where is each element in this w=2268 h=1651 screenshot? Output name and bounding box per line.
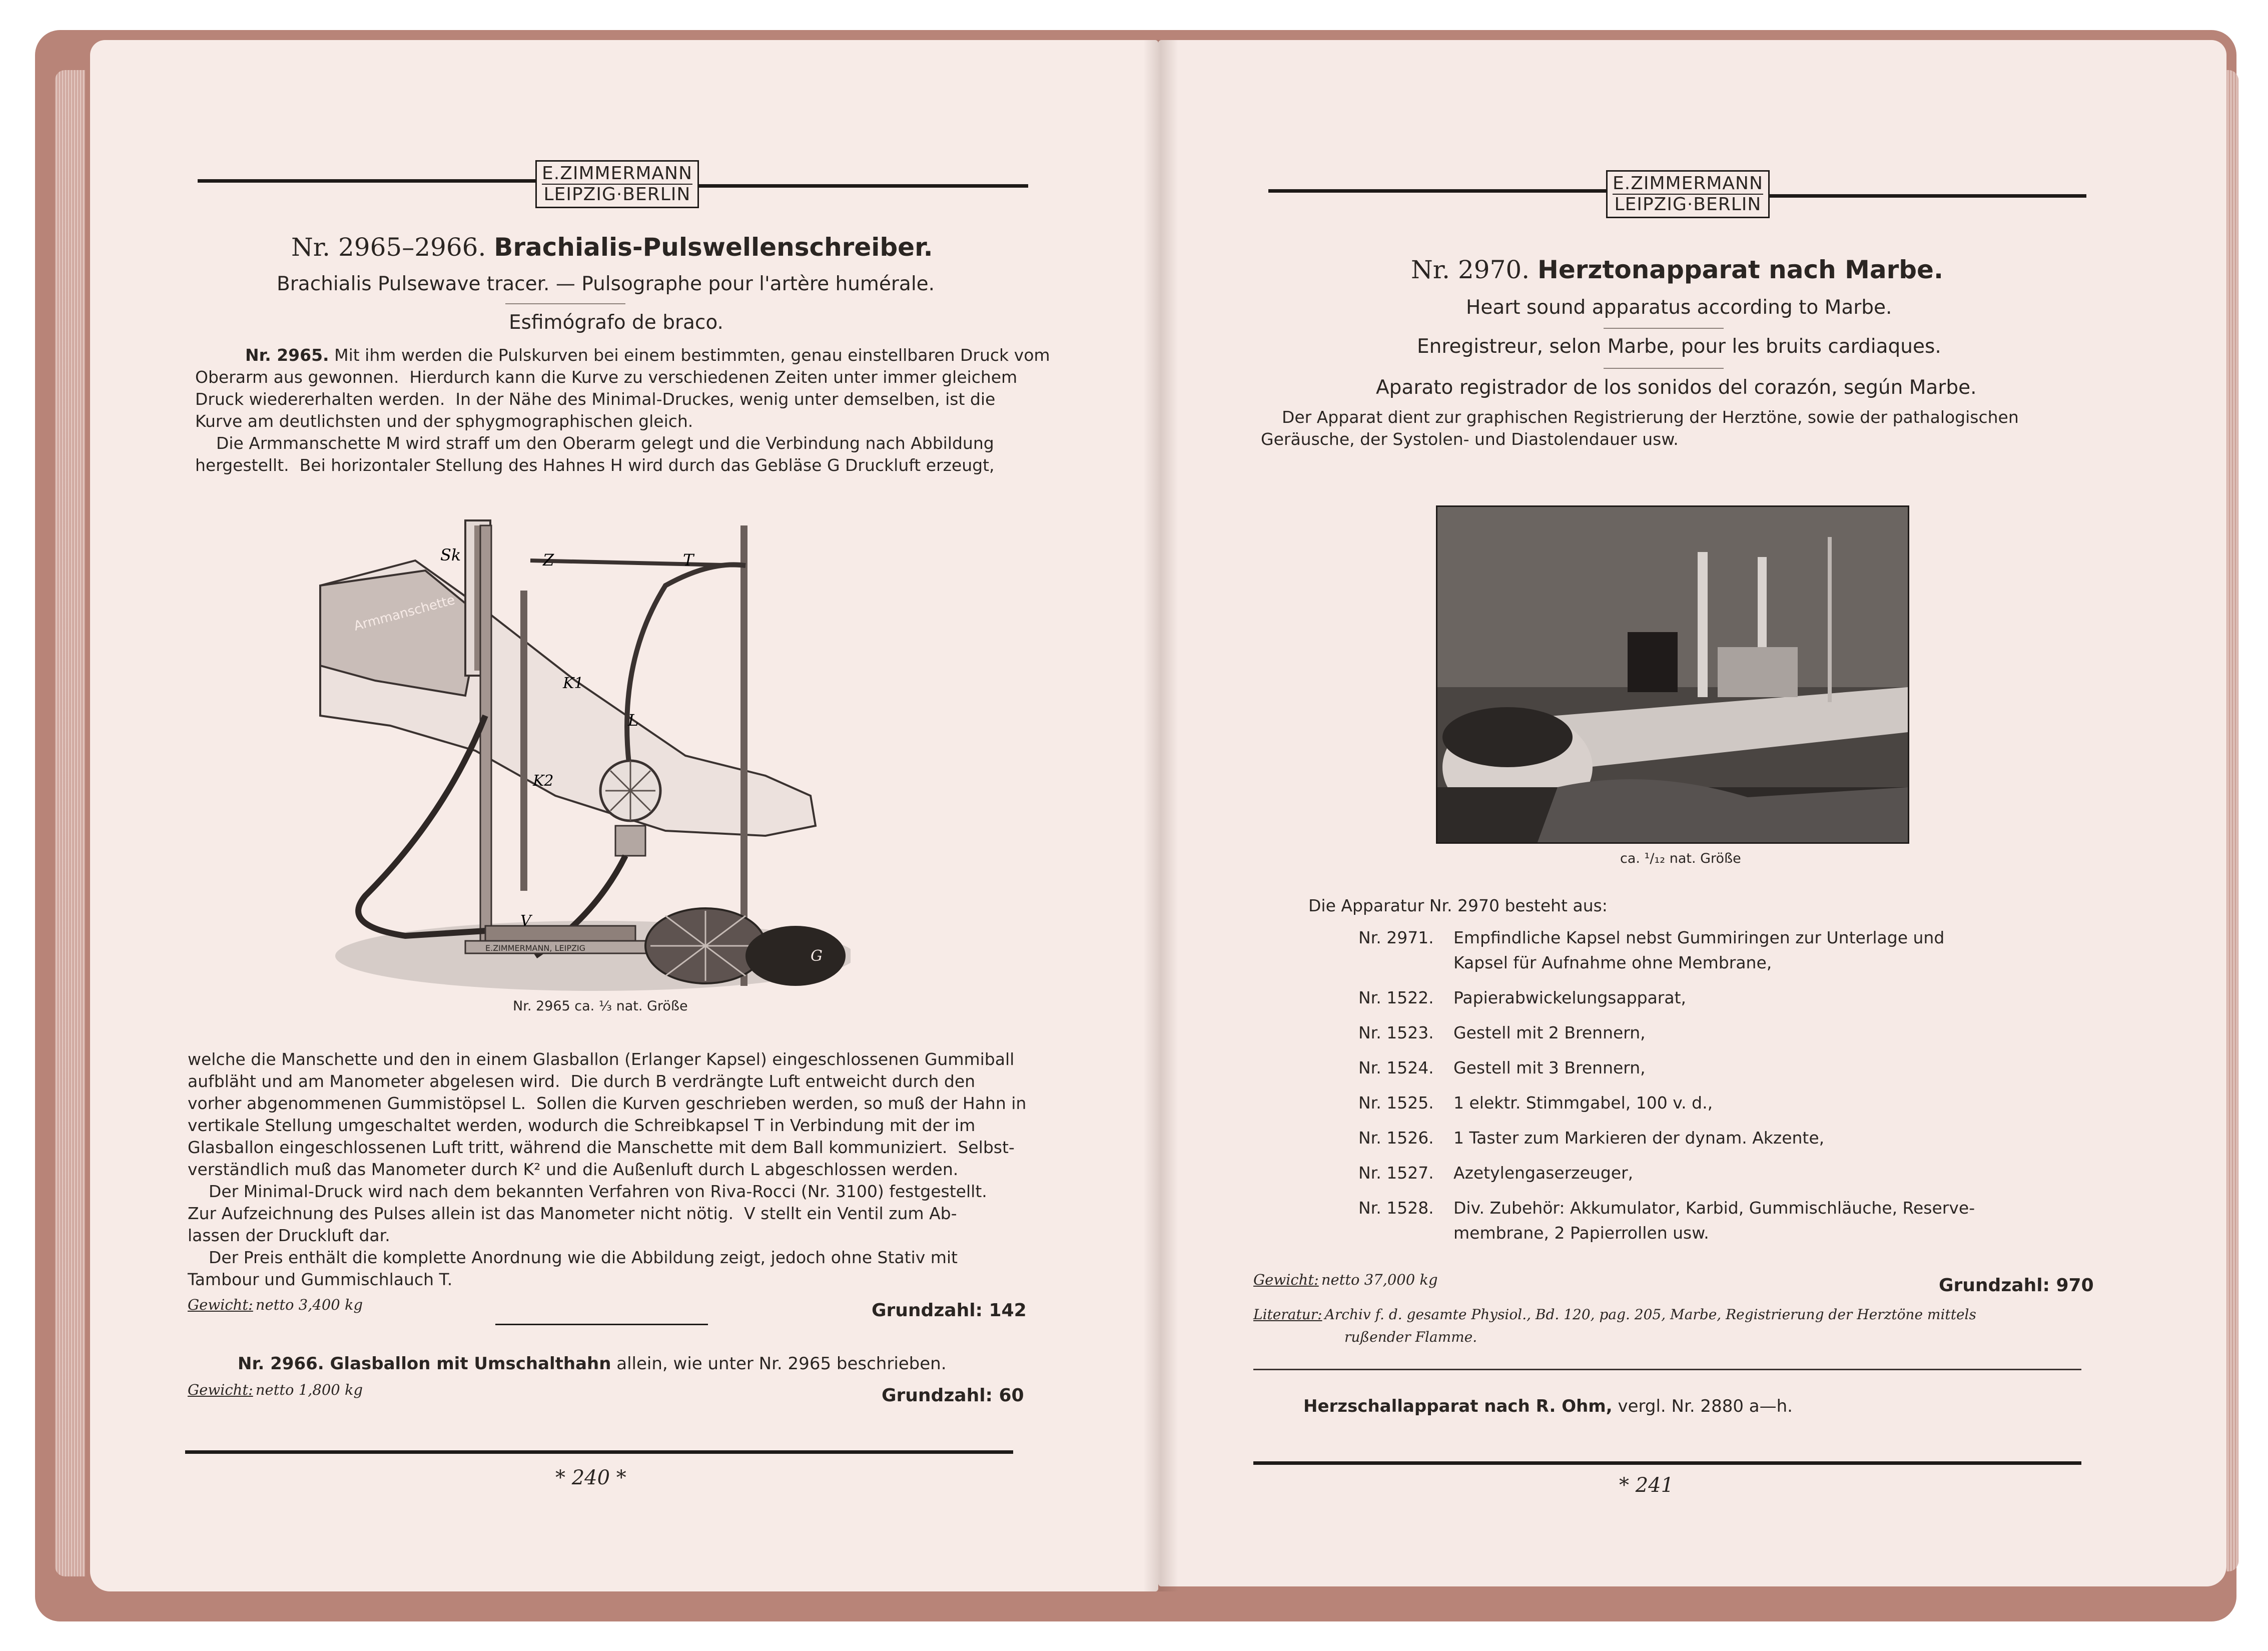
left-intro-line bbox=[195, 366, 1050, 388]
figure-caption-left: Nr. 2965 ca. ⅓ nat. Größe bbox=[513, 998, 688, 1014]
component-number: Nr. 1523. bbox=[1358, 1023, 1434, 1042]
right-intro-line: Geräusche, der Systolen- und Diastolendauer usw. bbox=[1261, 429, 1679, 449]
page-number-right: * 241 bbox=[1619, 1474, 1674, 1497]
label-l: L bbox=[628, 711, 639, 730]
page-edges-left bbox=[55, 70, 85, 1576]
logo-line1-right: E.ZIMMERMANN bbox=[1613, 173, 1763, 194]
weight-line-2965 bbox=[188, 1296, 363, 1313]
footer-rule-right bbox=[1253, 1461, 2081, 1465]
see-also-ref: vergl. Nr. 2880 a—h. bbox=[1612, 1396, 1793, 1416]
left-cont-line: Glasballon eingeschlossenen Luft tritt, während die Manschette mit dem Ball kommuniziert. Selbst- bbox=[188, 1138, 1015, 1157]
right-section-rule bbox=[1253, 1369, 2081, 1370]
weight-value-2: netto 1,800 kg bbox=[255, 1381, 363, 1398]
page-edges-right bbox=[2226, 70, 2238, 1571]
component-number: Nr. 1524. bbox=[1358, 1058, 1434, 1077]
photo-caption: ca. ¹/₁₂ nat. Größe bbox=[1620, 851, 1741, 866]
label-m: M bbox=[385, 765, 401, 782]
stand-label: E.ZIMMERMANN, LEIPZIG bbox=[485, 943, 586, 953]
component-number: Nr. 1528. bbox=[1358, 1198, 1434, 1218]
weight-label: Gewicht: bbox=[188, 1296, 253, 1313]
see-also-title: Herzschallapparat nach R. Ohm, bbox=[1303, 1396, 1613, 1416]
component-number: Nr. 2971. bbox=[1358, 928, 1434, 947]
left-continued-text bbox=[188, 1048, 1026, 1291]
pulse-writer-illustration bbox=[315, 515, 851, 996]
weight-line-2966 bbox=[188, 1381, 363, 1398]
component-description: Div. Zubehör: Akkumulator, Karbid, Gummischläuche, Reserve- bbox=[1453, 1198, 1975, 1218]
left-title-name: Brachialis-Pulswellenschreiber. bbox=[494, 233, 933, 262]
component-number: Nr. 1527. bbox=[1358, 1163, 1434, 1183]
component-description: Gestell mit 3 Brennern, bbox=[1453, 1058, 1646, 1077]
left-cont-line: aufbläht und am Manometer abgelesen wird. Die durch B verdrängte Luft entweicht durch den bbox=[188, 1071, 976, 1091]
right-title bbox=[1411, 255, 1943, 284]
weight-label-2970: Gewicht: bbox=[1253, 1271, 1319, 1288]
right-subtitle-en: Heart sound apparatus according to Marbe. bbox=[1466, 296, 1892, 319]
right-subtitle-fr: Enregistreur, selon Marbe, pour les bruits cardiaques. bbox=[1417, 335, 1941, 358]
component-number: Nr. 1525. bbox=[1358, 1093, 1434, 1113]
component-description: Empfindliche Kapsel nebst Gummiringen zur Unterlage und bbox=[1453, 928, 1945, 947]
left-cont-line: Der Minimal-Druck wird nach dem bekannten Verfahren von Riva-Rocci (Nr. 3100) festgestellt. bbox=[188, 1182, 987, 1201]
left-intro-line bbox=[195, 432, 1050, 454]
left-intro-line bbox=[195, 388, 1050, 410]
component-description-cont: membrane, 2 Papierrollen usw. bbox=[1453, 1223, 1709, 1243]
footer-rule-left bbox=[185, 1450, 1013, 1454]
grundzahl-2970: Grundzahl: 970 bbox=[1939, 1275, 2094, 1296]
logo-line2-right: LEIPZIG·BERLIN bbox=[1614, 194, 1762, 215]
consists-of-line: Die Apparatur Nr. 2970 besteht aus: bbox=[1308, 896, 1608, 915]
header-rule-left-a bbox=[198, 179, 538, 183]
left-cont-line: verständlich muß das Manometer durch K² und die Außenluft durch L abgeschlossen werden. bbox=[188, 1160, 959, 1179]
header-rule-right-b bbox=[1746, 194, 2086, 198]
item-2966-title: Nr. 2966. Glasballon mit Umschalthahn bbox=[238, 1354, 611, 1374]
item-2966 bbox=[238, 1354, 947, 1374]
header-rule-right-a bbox=[1268, 189, 1609, 193]
component-description: Azetylengaserzeuger, bbox=[1453, 1163, 1634, 1183]
left-cont-line: lassen der Druckluft dar. bbox=[188, 1226, 390, 1245]
logo-line2: LEIPZIG·BERLIN bbox=[543, 184, 691, 205]
left-subtitle-en-fr: Brachialis Pulsewave tracer. — Pulsographe pour l'artère humérale. bbox=[277, 273, 935, 295]
right-intro-text bbox=[1261, 406, 2019, 450]
component-number: Nr. 1522. bbox=[1358, 988, 1434, 1007]
cuff-label: Armmanschette bbox=[352, 593, 457, 634]
left-intro-text-span: Mit ihm werden die Pulskurven bei einem bestimmten, genau einstellbaren Druck vom bbox=[329, 345, 1050, 365]
left-cont-line: Tambour und Gummischlauch T. bbox=[188, 1270, 453, 1289]
zimmermann-logo-left bbox=[535, 160, 699, 208]
grundzahl-2965: Grundzahl: 142 bbox=[872, 1300, 1027, 1321]
zimmermann-logo-right bbox=[1606, 170, 1770, 218]
component-description: Gestell mit 2 Brennern, bbox=[1453, 1023, 1646, 1042]
label-k2: K2 bbox=[533, 772, 554, 790]
left-title-number: Nr. 2965–2966. bbox=[291, 233, 486, 262]
right-divider-2 bbox=[1604, 368, 1724, 369]
label-z: Z bbox=[543, 551, 554, 570]
left-intro-line bbox=[195, 344, 1050, 366]
literature-label: Literatur: bbox=[1253, 1306, 1322, 1323]
right-title-name: Herztonapparat nach Marbe. bbox=[1538, 255, 1943, 284]
right-title-number: Nr. 2970. bbox=[1411, 255, 1530, 284]
item-2966-desc: allein, wie unter Nr. 2965 beschrieben. bbox=[611, 1354, 947, 1374]
page-number-left: * 240 * bbox=[555, 1466, 626, 1489]
label-sk: Sk bbox=[440, 545, 461, 565]
left-cont-line: Der Preis enthält die komplette Anordnung wie die Abbildung zeigt, jedoch ohne Stativ mit bbox=[188, 1248, 958, 1267]
component-description: 1 Taster zum Markieren der dynam. Akzente, bbox=[1453, 1128, 1825, 1148]
weight-value-2970: netto 37,000 kg bbox=[1321, 1271, 1438, 1288]
left-intro-text bbox=[195, 344, 1050, 476]
header-rule-left-b bbox=[683, 184, 1028, 188]
label-h: H bbox=[558, 837, 571, 855]
component-description-cont: Kapsel für Aufnahme ohne Membrane, bbox=[1453, 953, 1772, 972]
label-t: T bbox=[683, 551, 694, 570]
component-description: 1 elektr. Stimmgabel, 100 v. d., bbox=[1453, 1093, 1713, 1113]
literature-ref-1: Archiv f. d. gesamte Physiol., Bd. 120, pag. 205, Marbe, Registrierung der Herztöne mittels bbox=[1324, 1306, 1976, 1323]
left-intro-bold: Nr. 2965. bbox=[245, 345, 329, 365]
right-subtitle-es: Aparato registrador de los sonidos del corazón, según Marbe. bbox=[1376, 376, 1977, 399]
grundzahl-2966: Grundzahl: 60 bbox=[882, 1385, 1024, 1406]
left-subtitle-es: Esfimógrafo de braco. bbox=[509, 311, 723, 334]
label-g: G bbox=[811, 947, 823, 965]
label-v: V bbox=[520, 912, 531, 930]
book-gutter bbox=[1143, 40, 1178, 1591]
left-intro-line bbox=[195, 454, 1050, 476]
left-title bbox=[291, 233, 933, 262]
herzton-apparatus-photo bbox=[1436, 505, 1909, 844]
left-intro-text-span: Kurve am deutlichsten und der sphygmographischen gleich. bbox=[195, 411, 693, 431]
weight-value: netto 3,400 kg bbox=[255, 1296, 363, 1313]
left-intro-line bbox=[195, 410, 1050, 432]
weight-label-2: Gewicht: bbox=[188, 1381, 253, 1398]
left-cont-line: Zur Aufzeichnung des Pulses allein ist das Manometer nicht nötig. V stellt ein Ventil zum Ab- bbox=[188, 1204, 957, 1223]
left-intro-text-span: Oberarm aus gewonnen. Hierdurch kann die Kurve zu verschiedenen Zeiten unter immer gleichem bbox=[195, 367, 1018, 387]
literature-ref-2: rußender Flamme. bbox=[1344, 1329, 1477, 1345]
left-intro-text-span: Die Armmanschette M wird straff um den Oberarm gelegt und die Verbindung nach Abbildung bbox=[195, 433, 994, 453]
short-rule bbox=[495, 1324, 708, 1325]
label-k1: K1 bbox=[563, 675, 584, 692]
subtitle-divider bbox=[505, 303, 625, 304]
logo-line1: E.ZIMMERMANN bbox=[542, 163, 692, 184]
component-number: Nr. 1526. bbox=[1358, 1128, 1434, 1148]
left-cont-line: vorher abgenommenen Gummistöpsel L. Sollen die Kurven geschrieben werden, so muß der Hahn in bbox=[188, 1093, 1027, 1113]
right-intro-line: Der Apparat dient zur graphischen Registrierung der Herztöne, sowie der pathalogischen bbox=[1261, 407, 2019, 427]
right-divider-1 bbox=[1604, 328, 1724, 329]
left-cont-line: welche die Manschette und den in einem Glasballon (Erlanger Kapsel) eingeschlossenen Gummiball bbox=[188, 1049, 1015, 1069]
left-intro-text-span: hergestellt. Bei horizontaler Stellung des Hahnes H wird durch das Gebläse G Druckluft erzeugt, bbox=[195, 455, 995, 475]
see-also-line bbox=[1303, 1396, 1793, 1416]
literature-line bbox=[1253, 1306, 1976, 1323]
component-description: Papierabwickelungsapparat, bbox=[1453, 988, 1687, 1007]
left-intro-text-span: Druck wiedererhalten werden. In der Nähe des Minimal-Druckes, wenig unter demselben, ist die bbox=[195, 389, 996, 409]
left-cont-line: vertikale Stellung umgeschaltet werden, wodurch die Schreibkapsel T in Verbindung mit der im bbox=[188, 1116, 976, 1135]
weight-line-2970 bbox=[1253, 1271, 1438, 1288]
